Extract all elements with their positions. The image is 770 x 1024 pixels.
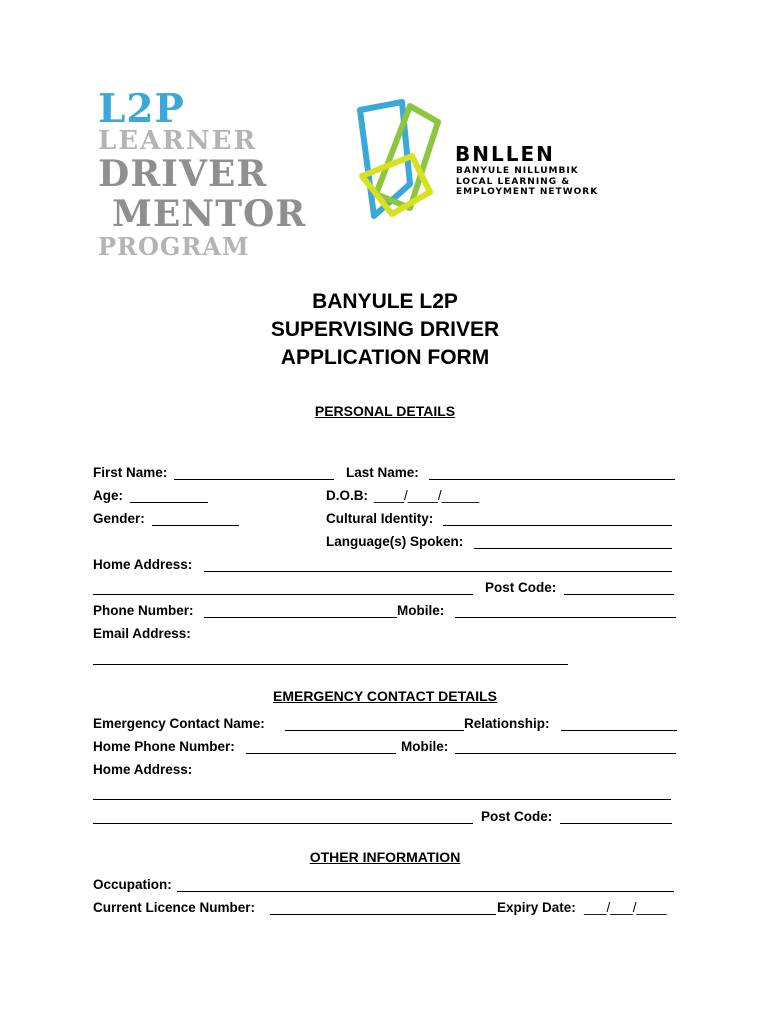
first-name-field[interactable] [174,479,334,480]
home-address-label: Home Address: [93,557,193,572]
dob-label: D.O.B: [326,488,368,503]
other-information-heading: OTHER INFORMATION [309,849,461,865]
first-name-label: First Name: [93,465,168,480]
dob-field[interactable]: ____/____/_____ [374,488,480,503]
email-field[interactable] [93,664,568,665]
expiry-date-field[interactable]: ___/___/____ [584,900,667,915]
last-name-field[interactable] [429,479,675,480]
home-address-field-line2[interactable] [93,594,473,595]
form-title-line: BANYULE L2P [312,290,458,313]
bnllen-logo-subtitle-line: LOCAL LEARNING & [456,176,571,187]
form-title-line: SUPERVISING DRIVER [270,318,500,341]
l2p-logo-line: MENTOR [112,193,307,235]
form-title [0,288,770,372]
bnllen-logo-subtitle-line: EMPLOYMENT NETWORK [456,187,599,197]
relationship-field[interactable] [561,730,677,731]
emergency-home-address-field-line2[interactable] [93,823,473,824]
emergency-home-address-label: Home Address: [93,762,193,777]
l2p-logo-line: L2P [98,86,185,132]
form-title-line: APPLICATION FORM [280,346,490,369]
cultural-identity-label: Cultural Identity: [326,511,434,526]
l2p-logo-line: PROGRAM [98,232,250,261]
occupation-label: Occupation: [93,877,172,892]
personal-details-heading: PERSONAL DETAILS [314,403,456,419]
home-phone-label: Home Phone Number: [93,739,235,754]
languages-label: Language(s) Spoken: [326,534,464,549]
phone-number-label: Phone Number: [93,603,194,618]
l2p-logo [98,86,307,261]
bnllen-logo-subtitle [456,166,598,198]
age-label: Age: [93,488,123,503]
emergency-post-code-field[interactable] [560,823,672,824]
post-code-label: Post Code: [485,580,557,595]
relationship-label: Relationship: [464,716,550,731]
emergency-mobile-field[interactable] [455,753,676,754]
bnllen-logo-mark [352,96,452,224]
last-name-label: Last Name: [346,465,419,480]
l2p-logo-line: DRIVER [98,153,268,195]
l2p-logo-line: LEARNER [98,126,258,156]
email-label: Email Address: [93,626,191,641]
emergency-post-code-label: Post Code: [481,809,553,824]
cultural-identity-field[interactable] [443,525,672,526]
emergency-home-address-field[interactable] [93,799,671,800]
age-field[interactable] [130,502,208,503]
expiry-date-label: Expiry Date: [497,900,576,915]
occupation-field[interactable] [177,891,674,892]
home-address-field[interactable] [204,571,672,572]
bnllen-logo-title: BNLLEN [455,142,555,166]
bnllen-logo-subtitle-line: BANYULE NILLUMBIK [456,166,579,176]
mobile-field[interactable] [455,617,676,618]
licence-number-label: Current Licence Number: [93,900,256,915]
phone-number-field[interactable] [204,617,397,618]
gender-label: Gender: [93,511,145,526]
emergency-contact-name-field[interactable] [285,730,464,731]
home-phone-field[interactable] [246,753,396,754]
emergency-contact-heading: EMERGENCY CONTACT DETAILS [272,688,497,704]
licence-number-field[interactable] [270,914,496,915]
gender-field[interactable] [152,525,239,526]
emergency-mobile-label: Mobile: [401,739,449,754]
emergency-contact-name-label: Emergency Contact Name: [93,716,265,731]
post-code-field[interactable] [564,594,674,595]
mobile-label: Mobile: [397,603,445,618]
languages-field[interactable] [474,548,672,549]
